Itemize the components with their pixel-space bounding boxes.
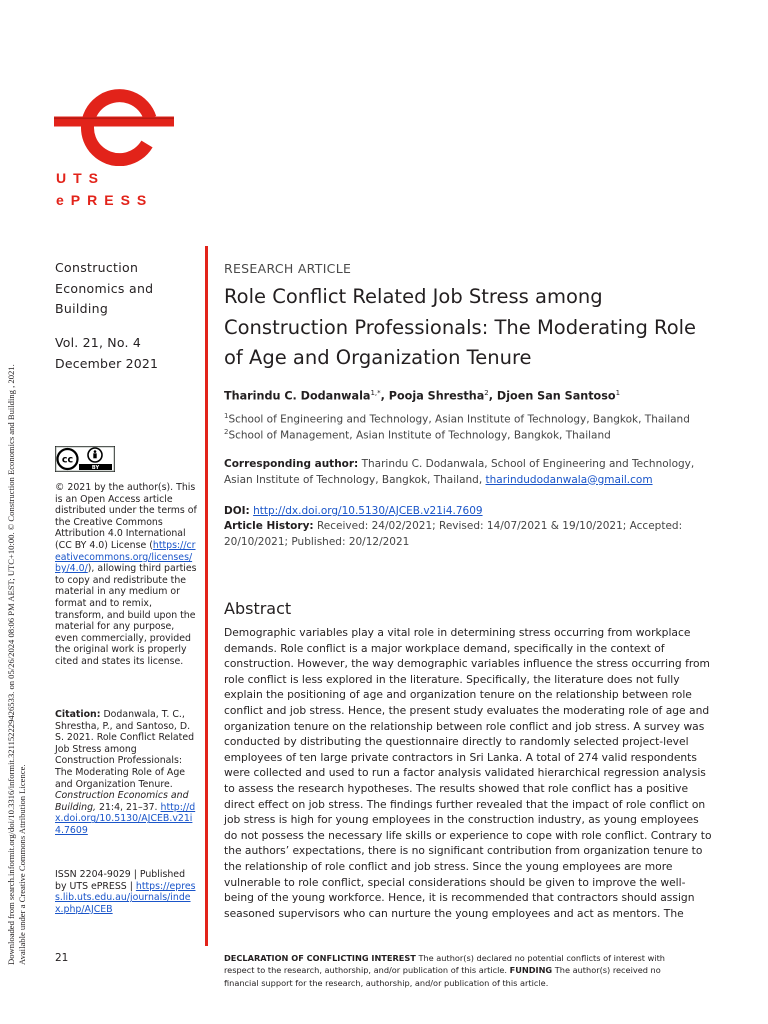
download-notice-line1: Downloaded from search.informit.org/doi/10.3316/informit.321152229426533. on 05/26/2024 08:06 PM AEST; UTC+10:00. © Construction Economics and Building , 2021.	[6, 364, 16, 965]
citation-doi-link[interactable]: http://dx.doi.org/10.5130/AJCEB.v21i4.7609	[55, 801, 196, 836]
creative-commons-icon	[58, 449, 78, 469]
by-attribution-icon	[88, 448, 102, 462]
declaration-footnote: DECLARATION OF CONFLICTING INTEREST The author(s) declared no potential conflicts of interest with respect to the research, authorship, and/or publication of this article. FUNDING The author(s) received no financial support for the research, authorship, and/or publication of this article.	[224, 953, 665, 988]
cc-by-badge[interactable]	[55, 446, 115, 472]
download-notice-line2: Available under a Creative Commons Attribution Licence.	[17, 764, 27, 965]
logo-text-epress: ePRESS	[56, 192, 154, 208]
epress-e-logo-icon	[54, 82, 174, 166]
svg-text:cc: cc	[61, 454, 74, 466]
doi-link[interactable]: http://dx.doi.org/10.5130/AJCEB.v21i4.7609	[253, 505, 483, 517]
doi-line: DOI: http://dx.doi.org/10.5130/AJCEB.v21i4.7609	[224, 505, 483, 517]
journal-name: Construction Economics and Building	[55, 260, 154, 316]
corresponding-author: Corresponding author: Tharindu C. Dodanwala, School of Engineering and Technology, Asian Institute of Technology, Bangkok, Thailand, tharindudodanwala@gmail.com	[224, 458, 695, 486]
license-text: © 2021 by the author(s). This is an Open Access article distributed under the terms of the Creative Commons Attribution 4.0 International (CC BY 4.0) License (https://creativecommons.org/licenses/by/4.0/), allowing third parties to copy and redistribute the material in any medium or format and to remix, transform, and build upon the material for any purpose, even commercially, provided the original work is properly cited and states its license.	[55, 482, 197, 667]
logo-text-uts: UTS	[56, 170, 105, 186]
author-name: Pooja Shrestha	[388, 389, 485, 403]
article-history: Article History: Received: 24/02/2021; Revised: 14/07/2021 & 19/10/2021; Accepted: 20/10/2021; Published: 20/12/2021	[224, 520, 683, 548]
page-number: 21	[55, 952, 69, 964]
author-name: Tharindu C. Dodanwala	[224, 389, 371, 403]
volume-info	[55, 333, 200, 374]
license-link[interactable]: https://creativecommons.org/licenses/by/4.0/	[55, 539, 196, 575]
author-name: Djoen San Santoso	[496, 389, 616, 403]
volume-number: Vol. 21, No. 4	[55, 335, 141, 350]
journal-url-link[interactable]: https://epress.lib.uts.edu.au/journals/index.php/AJCEB	[55, 880, 196, 915]
citation-label: Citation:	[55, 709, 101, 720]
affiliation-2: $^2$School of Management, Asian Institute of Technology, Bangkok, Thailand	[224, 428, 611, 442]
author-list: Tharindu C. Dodanwala$^{1,*}$, Pooja Shrestha$^2$, Djoen San Santoso$^1$	[224, 389, 621, 403]
citation-journal: Construction Economics and Building,	[55, 790, 189, 813]
issn-block: ISSN 2204-9029 | Published by UTS ePRESS | https://epress.lib.uts.edu.au/journals/index.php/AJCEB	[55, 869, 196, 915]
article-title: Role Conflict Related Job Stress among Construction Professionals: The Moderating Role of Age and Organization Tenure	[224, 285, 697, 369]
download-notice	[4, 265, 28, 965]
abstract-heading: Abstract	[224, 599, 292, 618]
red-divider	[205, 246, 208, 946]
badge-by-label: BY	[91, 465, 100, 471]
uts-epress-logo	[54, 82, 174, 217]
author-email-link[interactable]: tharindudodanwala@gmail.com	[485, 473, 653, 486]
abstract-body: Demographic variables play a vital role in determining stress occurring from workplace demands. Role conflict is a major workplace demand, specifically in the context of construction. However, the way demographic variables influence the stress occurring from role conflict is less explored in the literature. Specifically, the literature does not fully explain the positioning of age and organization tenure on the relationship between role conflict and job stress. Hence, the present study evaluates the moderating role of age and organization tenure on the relationship between role conflict and job stress. A survey was conducted by distributing the questionnaire directly to randomly selected project-level employees of ten large private contractors in Sri Lanka. A total of 274 valid respondents were collected and used to run a factor analysis validated hierarchical regression analysis to assess the research hypotheses. The results showed that role conflict has a positive direct effect on job stress. The findings further revealed that the impact of role conflict on job stress is high for young employees in the construction industry, as young employees do not possess the necessary life skills or experience to cope with role conflict. Contrary to the authors’ expectations, there is no significant contribution from organization tenure to the relationship of role conflict and job stress. Since the young employees are more vulnerable to role conflict, special considerations should be given to improve the well-being of the young workforce. Hence, it is recommended that contractors should assign seasoned supervisors who can nurture the young employees and act as mentors. The	[224, 626, 712, 920]
citation-block: Citation: Dodanwala, T. C., Shrestha, P., and Santoso, D. S. 2021. Role Conflict Related Job Stress among Construction Professionals: The Moderating Role of Age and Organization Tenure. Construction Economics and Building, 21:4, 21–37. http://dx.doi.org/10.5130/AJCEB.v21i4.7609	[55, 709, 196, 836]
issue-date: December 2021	[55, 355, 159, 371]
affiliation-1: $^1$School of Engineering and Technology, Asian Institute of Technology, Bangkok, Thailand	[224, 412, 690, 426]
article-type: RESEARCH ARTICLE	[224, 261, 352, 276]
